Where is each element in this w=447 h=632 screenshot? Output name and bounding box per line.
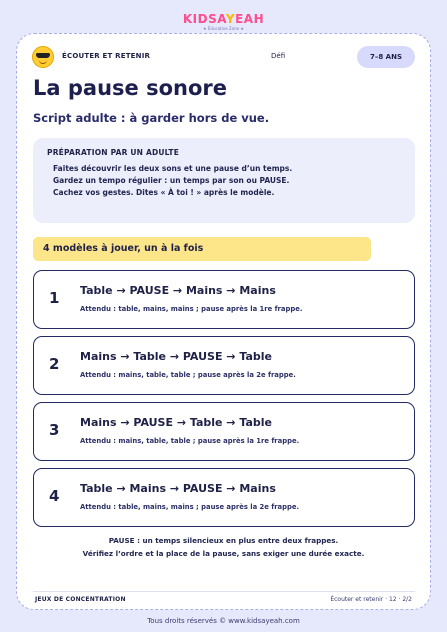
sunglasses-emoji-icon: [32, 46, 54, 68]
model-sequence: Table → Mains → PAUSE → Mains: [80, 482, 276, 495]
age-badge: 7–8 ANS: [357, 46, 415, 68]
logo-tagline: ★ Éducative Zone ★: [203, 26, 244, 31]
model-card-1: [33, 270, 415, 329]
model-hint: Attendu : mains, table, table ; pause après la 1re frappe.: [80, 437, 300, 445]
model-hint: Attendu : mains, table, table ; pause après la 2e frappe.: [80, 371, 296, 379]
footer-series: JEUX DE CONCENTRATION: [35, 596, 126, 603]
model-card-3: [33, 402, 415, 461]
model-number: 4: [49, 487, 60, 505]
preparation-line: Cachez vos gestes. Dites « À toi ! » après le modèle.: [53, 188, 275, 197]
logo-wordmark: KIDSAYEAH: [182, 12, 265, 26]
model-number: 2: [49, 355, 60, 373]
pause-note: PAUSE : un temps silencieux en plus entre deux frappes.: [108, 536, 339, 545]
worksheet-header: [17, 34, 430, 79]
footer-divider: [33, 591, 415, 592]
footer-page-info: Écouter et retenir · 12 · 2/2: [330, 596, 412, 603]
category-label: ÉCOUTER ET RETENIR: [62, 52, 151, 60]
preparation-line: Faites découvrir les deux sons et une pause d’un temps.: [53, 164, 293, 173]
model-number: 1: [49, 289, 60, 307]
page-subtitle: Script adulte : à garder hors de vue.: [33, 111, 270, 125]
challenge-label: Défi: [271, 52, 286, 60]
models-banner: 4 modèles à jouer, un à la fois: [33, 237, 371, 261]
model-card-2: [33, 336, 415, 395]
site-logo: [0, 8, 447, 31]
preparation-heading: PRÉPARATION PAR UN ADULTE: [47, 148, 180, 157]
pause-note: Vérifiez l’ordre et la place de la pause, sans exiger une durée exacte.: [82, 549, 365, 558]
copyright-notice: Tous droits réservés © www.kidsayeah.com: [147, 617, 300, 625]
preparation-line: Gardez un tempo régulier : un temps par son ou PAUSE.: [53, 176, 290, 185]
model-sequence: Mains → PAUSE → Table → Table: [80, 416, 272, 429]
model-hint: Attendu : table, mains, mains ; pause après la 2e frappe.: [80, 503, 300, 511]
model-sequence: Table → PAUSE → Mains → Mains: [80, 284, 276, 297]
model-sequence: Mains → Table → PAUSE → Table: [80, 350, 272, 363]
page-title: La pause sonore: [33, 76, 227, 100]
preparation-box: [33, 138, 415, 223]
model-hint: Attendu : table, mains, mains ; pause après la 1re frappe.: [80, 305, 303, 313]
model-card-4: [33, 468, 415, 527]
model-number: 3: [49, 421, 60, 439]
worksheet-card: [16, 33, 431, 610]
